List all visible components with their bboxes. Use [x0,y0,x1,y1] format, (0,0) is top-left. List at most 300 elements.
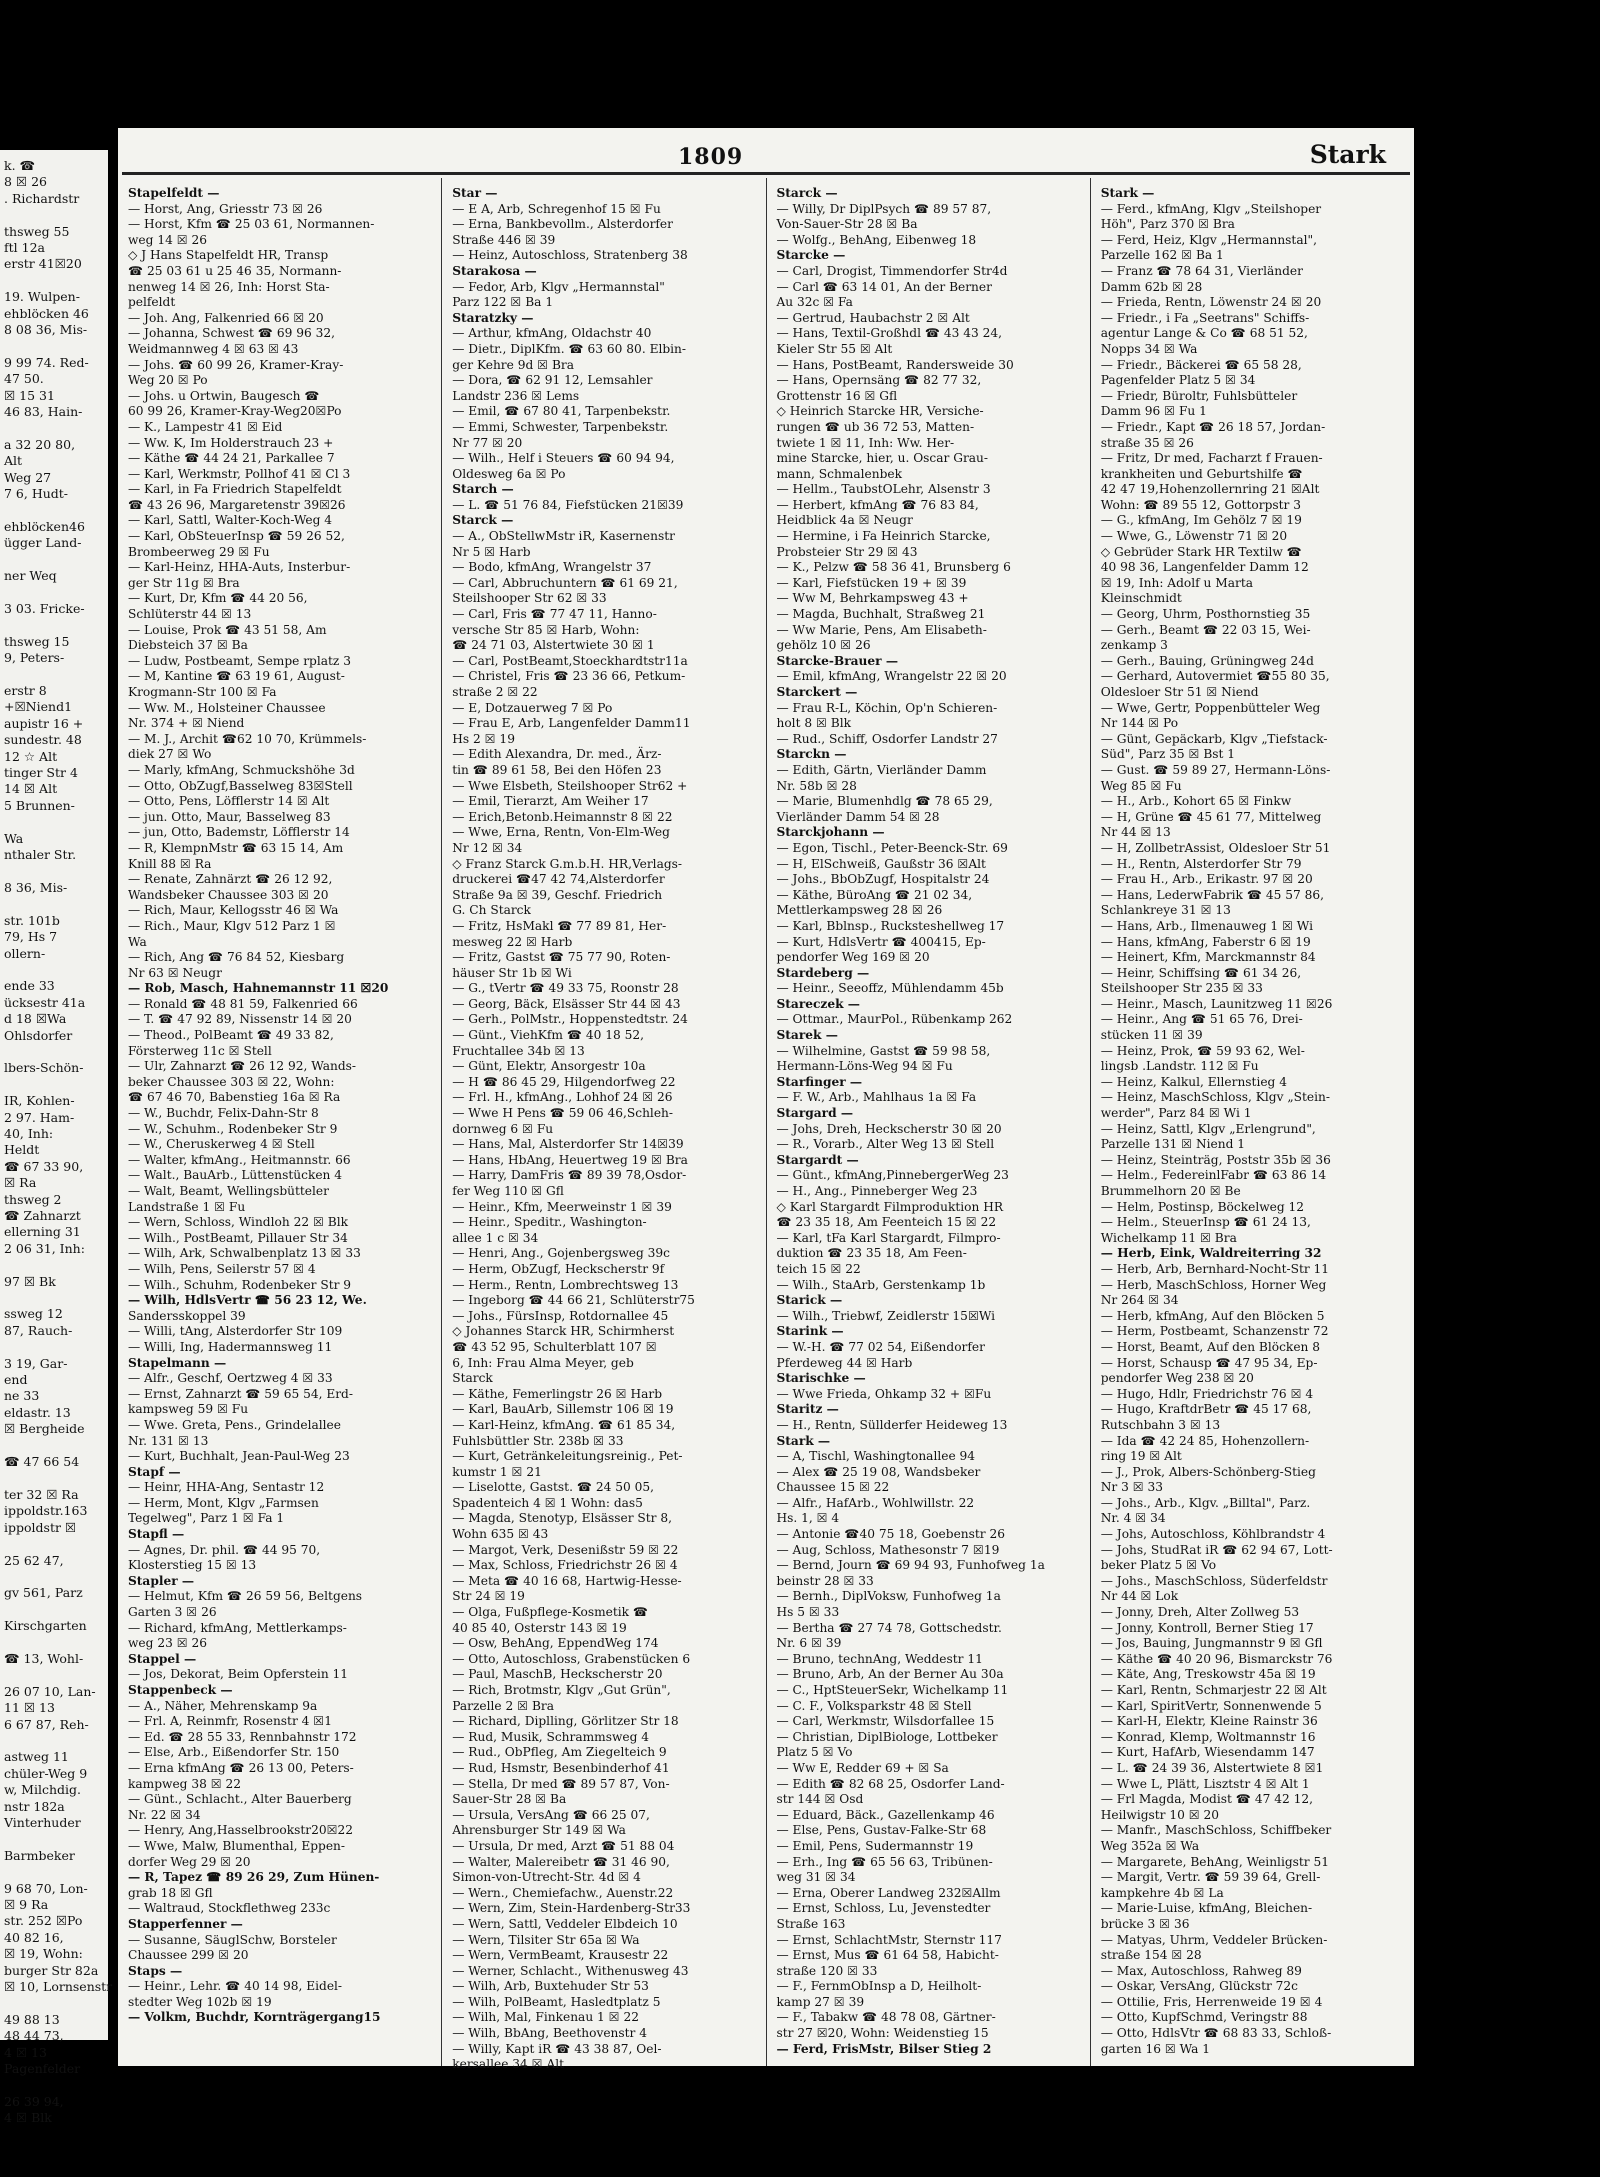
directory-entry: — W.-H. ☎ 77 02 54, Eißendorfer [776,1339,985,1354]
directory-entry: — Otto, ObZugf,Basselweg 83☒Stell [128,778,353,793]
directory-entry: — Karl, Fiefstücken 19 + ☒ 39 [776,575,967,590]
directory-entry: ☒ 19, Inh: Adolf u Marta [1100,575,1253,590]
strip-line: 49 88 13 [4,2011,60,2027]
directory-entry: — Wilh, Pens, Seilerstr 57 ☒ 4 [128,1261,316,1276]
strip-line: sundestr. 48 [4,732,82,748]
strip-line: ehblöcken46 [4,518,85,534]
directory-entry: — Frl Magda, Modist ☎ 47 42 12, [1100,1792,1313,1807]
surname-heading: Stargard — [776,1106,854,1121]
directory-entry: ring 19 ☒ Alt [1100,1449,1182,1464]
strip-line: ftl 12a [4,240,45,256]
directory-entry: — Wilh., Schuhm, Rodenbeker Str 9 [128,1277,352,1292]
directory-entry: — Paul, MaschB, Heckscherstr 20 [452,1667,663,1682]
directory-entry: allee 1 c ☒ 34 [452,1230,539,1245]
directory-entry: Steilshooper Str 235 ☒ 33 [1100,981,1263,996]
directory-entry: — Erh., Ing ☎ 65 56 63, Tribünen- [776,1854,993,1869]
directory-entry: — Manfr., MaschSchloss, Schiffbeker [1100,1823,1332,1838]
directory-entry: — Frl. A, Reinmfr, Rosenstr 4 ☒1 [128,1714,332,1729]
surname-heading: Stark — [1100,186,1155,200]
directory-entry: — Theod., PolBeamt ☎ 49 33 82, [128,1028,334,1043]
directory-entry: — Johs, StudRat iR ☎ 62 94 67, Lott- [1100,1542,1333,1557]
directory-entry: Straße 163 [776,1916,846,1931]
strip-line: nstr 182a [4,1798,65,1814]
directory-entry: — Ida ☎ 42 24 85, Hohenzollern- [1100,1433,1310,1448]
strip-line [4,1257,108,1273]
directory-entry: — H, ElSchweiß, Gaußstr 36 ☒Alt [776,856,986,871]
strip-line: 47 50. [4,371,44,387]
directory-entry: Ahrensburger Str 149 ☒ Wa [452,1823,626,1838]
strip-line: ☒ 15 31 [4,387,55,403]
directory-entry: — Herb, kfmAng, Auf den Blöcken 5 [1100,1308,1325,1323]
directory-entry: — Richard, Diplling, Görlitzer Str 18 [452,1714,679,1729]
strip-line: Vinterhuder [4,1815,81,1831]
directory-entry: — Hans, kfmAng, Faberstr 6 ☒ 19 [1100,934,1311,949]
directory-entry: Heilwigstr 10 ☒ 20 [1100,1807,1220,1822]
strip-line: thsweg 15 [4,633,70,649]
directory-entry: — Carl, Fris ☎ 77 47 11, Hanno- [452,607,657,622]
strip-line: ☎ Zahnarzt [4,1208,81,1223]
directory-entry: — J., Prok, Albers-Schönberg-Stieg [1100,1464,1316,1479]
directory-entry: — Wilh., StaArb, Gerstenkamp 1b [776,1277,986,1292]
directory-entry: — Wwe, Malw, Blumenthal, Eppen- [128,1838,346,1853]
directory-entry: — R, KlempnMstr ☎ 63 15 14, Am [128,840,344,855]
directory-entry: mesweg 22 ☒ Harb [452,934,573,949]
directory-entry: — H., Arb., Kohort 65 ☒ Finkw [1100,794,1292,809]
directory-entry: 42 47 19,Hohenzollernring 21 ☒Alt [1100,482,1320,497]
directory-entry: — Ursula, VersAng ☎ 66 25 07, [452,1807,650,1822]
directory-entry: Parz 122 ☒ Ba 1 [452,295,554,310]
page-header [118,128,1414,178]
directory-entry: weg 23 ☒ 26 [128,1636,208,1651]
directory-entry: dorfer Weg 29 ☒ 20 [128,1854,251,1869]
directory-entry: — L. ☎ 51 76 84, Fiefstücken 21☒39 [452,497,684,512]
directory-entry: — Magda, Buchhalt, Straßweg 21 [776,607,986,622]
directory-entry: — Ed. ☎ 28 55 33, Rennbahnstr 172 [128,1729,357,1744]
header-rule [122,172,1410,175]
directory-entry: — Henry, Ang,Hasselbrookstr20☒22 [128,1823,354,1838]
strip-line: Barmbeker [4,1847,75,1863]
scan-border [1414,0,1600,2177]
directory-entry: Weg 352a ☒ Wa [1100,1838,1200,1853]
strip-line [4,1733,108,1749]
strip-line: ippoldstr ☒ [4,1519,77,1535]
directory-entry: — Kurt, HdlsVertr ☎ 400415, Ep- [776,934,986,949]
strip-line: 8 08 36, Mis- [4,322,88,338]
directory-entry: — R, Tapez ☎ 89 26 29, Zum Hünen- [128,1870,380,1885]
directory-entry: Nr. 6 ☒ 39 [776,1636,842,1651]
directory-entry: Chaussee 299 ☒ 20 [128,1948,249,1963]
directory-entry: — Herm, Mont, Klgv „Farmsen [128,1495,319,1510]
strip-line: Wa [4,830,24,846]
directory-entry: — Gust. ☎ 59 89 27, Hermann-Löns- [1100,762,1331,777]
strip-line: eldastr. 13 [4,1404,71,1420]
directory-entry: — Rob, Masch, Hahnemannstr 11 ☒20 [128,981,389,996]
directory-entry: 6, Inh: Frau Alma Meyer, geb [452,1355,634,1370]
directory-entry: — W., Buchdr, Felix-Dahn-Str 8 [128,1106,319,1121]
directory-entry: Tegelweg", Parz 1 ☒ Fa 1 [128,1511,285,1526]
directory-entry: häuser Str 1b ☒ Wi [452,965,572,980]
surname-heading: Staps — [128,1963,183,1978]
directory-entry: — Wilh., Helf i Steuers ☎ 60 94 94, [452,451,675,466]
directory-entry: — Georg, Bäck, Elsässer Str 44 ☒ 43 [452,996,681,1011]
directory-entry: Garten 3 ☒ 26 [128,1605,217,1620]
directory-entry: — Susanne, SäuglSchw, Borsteler [128,1932,337,1947]
directory-entry: ◇ J Hans Stapelfeldt HR, Transp [128,248,329,263]
directory-entry: — Willi, tAng, Alsterdorfer Str 109 [128,1324,343,1339]
directory-entry: — Gerhard, Autovermiet ☎55 80 35, [1100,669,1330,684]
directory-entry: — Else, Pens, Gustav-Falke-Str 68 [776,1823,987,1838]
strip-line [4,1635,108,1651]
directory-entry: — Wilh, PolBeamt, Hasledtplatz 5 [452,1994,661,2009]
directory-entry: — Willi, Ing, Hadermannsweg 11 [128,1339,333,1354]
directory-entry: straße 120 ☒ 33 [776,1963,878,1978]
directory-entry: Wa [128,934,147,949]
directory-entry: zenkamp 3 [1100,638,1168,653]
directory-entry: — Carl, Abbruchuntern ☎ 61 69 21, [452,575,678,590]
directory-entry: — Edith, Gärtn, Vierländer Damm [776,762,987,777]
strip-line: ssweg 12 [4,1306,63,1322]
directory-entry: Parzelle 162 ☒ Ba 1 [1100,248,1224,263]
strip-line: str. 252 ☒Po [4,1913,83,1929]
directory-entry: — Käthe, Femerlingstr 26 ☒ Harb [452,1386,662,1401]
directory-entry: — Heinz, MaschSchloss, Klgv „Stein- [1100,1090,1330,1105]
directory-entry: — Christel, Fris ☎ 23 36 66, Petkum- [452,669,686,684]
directory-entry: versche Str 85 ☒ Harb, Wohn: [452,622,640,637]
directory-entry: — H, ZollbetrAssist, Oldesloer Str 51 [1100,840,1331,855]
directory-entry: — M, Kantine ☎ 63 19 61, August- [128,669,345,684]
directory-entry: — Aug, Schloss, Mathesonstr 7 ☒19 [776,1542,1000,1557]
surname-heading: Starckert — [776,685,858,699]
directory-entry: — Franz ☎ 78 64 31, Vierländer [1100,263,1303,278]
directory-entry: Nr 77 ☒ 20 [452,435,523,450]
surname-heading: Star — [452,186,498,200]
strip-line: ☎ 47 66 54 [4,1454,80,1470]
strip-line: 26 39 94, [4,2093,64,2109]
directory-entry: — Ferd, Heiz, Klgv „Hermannstal", [1100,232,1317,247]
directory-entry: 60 99 26, Kramer-Kray-Weg20☒Po [128,404,342,419]
directory-entry: — Helm., FedereinlFabr ☎ 63 86 14 [1100,1168,1327,1183]
surname-heading: Stapfl — [128,1527,185,1542]
directory-entry: Landstr 236 ☒ Lems [452,388,580,403]
directory-entry: — Bernd, Journ ☎ 69 94 93, Funhofweg 1a [776,1558,1045,1573]
directory-entry: — Bernh., DiplVoksw, Funhofweg 1a [776,1589,1001,1604]
directory-entry: — K., Pelzw ☎ 58 36 41, Brunsberg 6 [776,560,1011,575]
strip-line: tinger Str 4 [4,765,78,781]
directory-entry: Nr 264 ☒ 34 [1100,1293,1179,1308]
directory-entry: — Willy, Kapt iR ☎ 43 38 87, Oel- [452,2041,662,2056]
directory-entry: — Heinert, Kfm, Marckmannstr 84 [1100,950,1316,965]
directory-entry: Str 24 ☒ 19 [452,1589,525,1604]
directory-entry: ☎ 43 26 96, Margaretenstr 39☒26 [128,497,346,512]
directory-entry: — Hugo, KraftdrBetr ☎ 45 17 68, [1100,1402,1312,1417]
directory-entry: Weg 85 ☒ Fu [1100,778,1182,793]
directory-entry: — Ferd, FrisMstr, Bilser Stieg 2 [776,2041,992,2056]
directory-entry: Hermann-Löns-Weg 94 ☒ Fu [776,1059,953,1074]
directory-entry: Sauer-Str 28 ☒ Ba [452,1792,567,1807]
strip-line: ollern- [4,945,46,961]
directory-entry: — Osw, BehAng, EppendWeg 174 [452,1636,659,1651]
directory-entry: ger Str 11g ☒ Bra [128,575,240,590]
directory-entry: — Frau R-L, Köchin, Op'n Schieren- [776,700,998,715]
directory-entry: — Karl, Rentn, Schmarjestr 22 ☒ Alt [1100,1683,1327,1697]
directory-entry: — Friedr, Büroltr, Fuhlsbütteler [1100,388,1298,403]
directory-entry: ☎ 43 52 95, Schulterblatt 107 ☒ [452,1339,657,1354]
directory-entry: — Herb, MaschSchloss, Horner Weg [1100,1277,1327,1292]
directory-entry: — Bertha ☎ 27 74 78, Gottschedstr. [776,1620,1002,1635]
directory-entry: — W., Schuhm., Rodenbeker Str 9 [128,1121,338,1136]
directory-entry: — Rud, Hsmstr, Besenbinderhof 41 [452,1760,670,1775]
directory-entry: — Käthe ☎ 40 20 96, Bismarckstr 76 [1100,1651,1333,1666]
surname-heading: Staritz — [776,1402,839,1417]
directory-entry: — Marly, kfmAng, Schmuckshöhe 3d [128,762,355,777]
directory-entry: — Marie-Luise, kfmAng, Bleichen- [1100,1901,1313,1916]
directory-entry: weg 31 ☒ 34 [776,1870,856,1885]
directory-entry: ger Kehre 9d ☒ Bra [452,357,574,372]
surname-heading: Starfinger — [776,1074,863,1089]
directory-entry: kampweg 38 ☒ 22 [128,1776,242,1791]
strip-line [4,863,108,879]
directory-entry: Kieler Str 55 ☒ Alt [776,341,893,356]
directory-entry: — Konrad, Klemp, Woltmannstr 16 [1100,1729,1316,1744]
directory-entry: — Karl, ObSteuerInsp ☎ 59 26 52, [128,529,345,544]
columns [118,178,1414,2072]
strip-line: str. 101b [4,912,60,928]
directory-entry: str 144 ☒ Osd [776,1792,864,1807]
directory-entry: weg 14 ☒ 26 [128,232,208,247]
directory-entry: Wandsbeker Chaussee 303 ☒ 20 [128,887,329,902]
strip-line: k. ☎ [4,158,36,173]
strip-line [4,962,108,978]
strip-line [4,1569,108,1585]
directory-entry: — Jos, Bauing, Jungmannstr 9 ☒ Gfl [1100,1636,1323,1651]
directory-entry: — Karl, Sattl, Walter-Koch-Weg 4 [128,513,333,528]
directory-entry: — Heinz, Steinträg, Poststr 35b ☒ 36 [1100,1152,1331,1167]
directory-entry: beker Chaussee 303 ☒ 22, Wohn: [128,1074,335,1089]
directory-entry: — R., Vorarb., Alter Weg 13 ☒ Stell [776,1137,995,1152]
directory-entry: ◇ Johannes Starck HR, Schirmherst [452,1324,675,1339]
directory-entry: — Hermine, i Fa Heinrich Starcke, [776,529,991,544]
strip-line [4,1667,108,1683]
directory-entry: ☎ 25 03 61 u 25 46 35, Normann- [128,263,342,278]
running-head: Stark [1309,140,1386,169]
directory-entry: — Bodo, kfmAng, Wrangelstr 37 [452,560,652,575]
strip-line: 8 ☒ 26 [4,174,48,190]
strip-line: 4 ☒ Blk [4,2110,52,2126]
directory-entry: Höh", Parz 370 ☒ Bra [1100,217,1235,232]
directory-entry: — Hans, HbAng, Heuertweg 19 ☒ Bra [452,1152,688,1167]
directory-entry: — Walter, Malereibetr ☎ 31 46 90, [452,1854,670,1869]
strip-line: gv 561, Parz [4,1585,83,1601]
directory-entry: Weidmannweg 4 ☒ 63 ☒ 43 [128,341,299,356]
directory-entry: — Wolfg., BehAng, Eibenweg 18 [776,232,977,247]
directory-entry: — Ww Marie, Pens, Am Elisabeth- [776,622,987,637]
directory-entry: kamp 27 ☒ 39 [776,1994,865,2009]
directory-entry: — Ww. K, Im Holderstrauch 23 + [128,435,334,450]
directory-entry: kersallee 34 ☒ Alt [452,2057,565,2072]
page-number: 1809 [678,144,744,170]
surname-heading: Stark — [776,1433,831,1448]
directory-entry: — Hans, Arb., Ilmenauweg 1 ☒ Wi [1100,918,1314,933]
directory-entry: — F. W., Arb., Mahlhaus 1a ☒ Fa [776,1090,977,1105]
strip-line [4,1831,108,1847]
directory-entry: Damm 62b ☒ 28 [1100,279,1203,294]
directory-entry: — Christian, DiplBiologe, Lottbeker [776,1729,998,1744]
directory-entry: — Wilh, HdlsVertr ☎ 56 23 12, We. [128,1293,367,1308]
directory-entry: Heidblick 4a ☒ Neugr [776,513,913,528]
directory-entry: — Helmut, Kfm ☎ 26 59 56, Beltgens [128,1589,363,1604]
strip-line: 40, Inh: [4,1125,54,1141]
directory-entry: — Horst, Ang, Griesstr 73 ☒ 26 [128,201,323,216]
directory-entry: str 27 ☒20, Wohn: Weidenstieg 15 [776,2026,989,2041]
directory-entry: — Wilhelmine, Gastst ☎ 59 98 58, [776,1043,991,1058]
directory-entry: stedter Weg 102b ☒ 19 [128,1994,272,2009]
directory-entry: — E, Dotzauerweg 7 ☒ Po [452,700,613,715]
strip-line: ügger Land- [4,535,82,551]
directory-entry: — Frl. H., kfmAng., Lohhof 24 ☒ 26 [452,1090,673,1105]
directory-entry: Nr. 374 + ☒ Niend [128,716,245,731]
directory-entry: Wohn: ☎ 89 55 12, Gottorpstr 3 [1100,497,1301,512]
directory-entry: — jun. Otto, Maur, Basselweg 83 [128,809,331,824]
strip-line: ne 33 [4,1388,40,1404]
directory-entry: Rutschbahn 3 ☒ 13 [1100,1417,1221,1432]
strip-line [4,1471,108,1487]
directory-entry: — Walt., BauArb., Lüttenstücken 4 [128,1168,343,1183]
directory-entry: — Ernst, Mus ☎ 61 64 58, Habicht- [776,1948,999,1963]
directory-entry: — Erna, Bankbevollm., Alsterdorfer [452,217,673,232]
strip-line [4,1044,108,1060]
directory-entry: — G., kfmAng, Im Gehölz 7 ☒ 19 [1100,513,1302,528]
strip-line: 48 44 73, [4,2028,64,2044]
directory-entry: — Frieda, Rentn, Löwenstr 24 ☒ 20 [1100,295,1322,310]
directory-entry: — Heinr., Lehr. ☎ 40 14 98, Eidel- [128,1979,343,1994]
directory-entry: — K., Lampestr 41 ☒ Eid [128,419,283,434]
strip-line: astweg 11 [4,1749,69,1765]
directory-entry: straße 154 ☒ 28 [1100,1948,1202,1963]
strip-line [4,552,108,568]
directory-entry: ☎ 24 71 03, Alstertwiete 30 ☒ 1 [452,638,655,653]
directory-entry: — Gertrud, Haubachstr 2 ☒ Alt [776,310,970,325]
directory-entry: — Hans, Textil-Großhdl ☎ 43 43 24, [776,326,1003,341]
directory-entry: — Margot, Verk, Desenißstr 59 ☒ 22 [452,1542,679,1557]
directory-entry: — Wwe Elsbeth, Steilshooper Str62 + [452,778,688,793]
strip-line [4,585,108,601]
directory-entry: Mettlerkampsweg 28 ☒ 26 [776,903,943,918]
directory-entry: — Wern, Tilsiter Str 65a ☒ Wa [452,1932,640,1947]
directory-entry: Vierländer Damm 54 ☒ 28 [776,809,940,824]
directory-entry: — Hans, LederwFabrik ☎ 45 57 86, [1100,887,1325,902]
directory-entry: — Ernst, Schloss, Lu, Jevenstedter [776,1901,991,1916]
directory-entry: — Wwe H Pens ☎ 59 06 46,Schleh- [452,1106,674,1121]
directory-entry: Parzelle 2 ☒ Bra [452,1698,554,1713]
directory-entry: — Hans, Mal, Alsterdorfer Str 14☒39 [452,1137,684,1152]
directory-entry: G. Ch Starck [452,903,531,918]
column-3 [766,178,1090,2066]
directory-entry: druckerei ☎47 42 74,Alsterdorfer [452,872,665,887]
strip-line: nthaler Str. [4,847,77,863]
directory-entry: kampsweg 59 ☒ Fu [128,1402,249,1417]
directory-entry: — Johs, Dreh, Heckscherstr 30 ☒ 20 [776,1121,1002,1136]
directory-entry: Kleinschmidt [1100,591,1182,606]
directory-entry: — C. F., Volksparkstr 48 ☒ Stell [776,1698,972,1713]
directory-entry: — Helm., SteuerInsp ☎ 61 24 13, [1100,1215,1311,1230]
directory-entry: — Wilh, Mal, Finkenau 1 ☒ 22 [452,2010,639,2025]
directory-entry: ☎ 67 46 70, Babenstieg 16a ☒ Ra [128,1090,341,1105]
directory-entry: kampkehre 4b ☒ La [1100,1885,1224,1900]
directory-entry: — Wwe. Greta, Pens., Grindelallee [128,1417,341,1432]
strip-line: 3 19, Gar- [4,1355,68,1371]
strip-line [4,814,108,830]
directory-entry: — Kurt, Getränkeleitungsreinig., Pet- [452,1449,683,1464]
directory-entry: — Helm, Postinsp, Böckelweg 12 [1100,1199,1305,1214]
strip-line: 2 06 31, Inh: [4,1240,85,1256]
surname-heading: Stapelfeldt — [128,186,220,200]
directory-entry: — Karl, SpiritVertr, Sonnenwende 5 [1100,1698,1322,1713]
directory-entry: — Rich, Ang ☎ 76 84 52, Kiesbarg [128,950,345,965]
strip-line: lbers-Schön- [4,1060,84,1076]
strip-line [4,1438,108,1454]
directory-entry: — Johs., BbObZugf, Hospitalstr 24 [776,872,990,887]
strip-line [4,1339,108,1355]
directory-entry: Von-Sauer-Str 28 ☒ Ba [776,217,918,232]
directory-entry: ◇ Karl Stargardt Filmproduktion HR [776,1199,1003,1214]
strip-line: 6 67 87, Reh- [4,1716,89,1732]
directory-entry: — Jonny, Kontroll, Berner Stieg 17 [1100,1620,1314,1635]
directory-entry: — Alfr., HafArb., Wohlwillstr. 22 [776,1495,975,1510]
directory-entry: — Johs. ☎ 60 99 26, Kramer-Kray- [128,357,344,372]
directory-entry: — Bruno, technAng, Weddestr 11 [776,1651,983,1666]
directory-entry: mine Starcke, hier, u. Oscar Grau- [776,451,989,466]
directory-entry: — Walt, Beamt, Wellingsbütteler [128,1184,329,1198]
directory-entry: — Max, Schloss, Friedrichstr 26 ☒ 4 [452,1558,678,1573]
surname-heading: Stapler — [128,1573,195,1588]
strip-line: 4 ☒ 13 [4,2044,48,2060]
directory-entry: — Heinr., Seeoffz, Mühlendamm 45b [776,981,1004,996]
directory-entry: Simon-von-Utrecht-Str. 4d ☒ 4 [452,1870,641,1885]
directory-entry: — Matyas, Uhrm, Veddeler Brücken- [1100,1932,1328,1947]
directory-entry: Nr 63 ☒ Neugr [128,965,222,980]
strip-line: ☒ Bergheide [4,1421,85,1437]
directory-entry: — Edith ☎ 82 68 25, Osdorfer Land- [776,1776,1005,1791]
directory-entry: duktion ☎ 23 35 18, Am Feen- [776,1246,967,1261]
directory-entry: Spadenteich 4 ☒ 1 Wohn: das5 [452,1495,643,1510]
directory-entry: — Erich,Betonb.Heimannstr 8 ☒ 22 [452,809,673,824]
directory-entry: — Emil, ☎ 67 80 41, Tarpenbekstr. [452,404,671,419]
directory-entry: — F., FernmObInsp a D, Heilholt- [776,1979,982,1994]
directory-entry: — A., ObStellwMstr iR, Kasernenstr [452,529,675,544]
directory-entry: Brombeerweg 29 ☒ Fu [128,544,270,559]
directory-entry: beinstr 28 ☒ 33 [776,1573,874,1588]
directory-entry: — Georg, Uhrm, Posthornstieg 35 [1100,607,1311,622]
directory-entry: — Heinr., Ang ☎ 51 65 76, Drei- [1100,1012,1303,1027]
surname-heading: Starckjohann — [776,825,885,840]
directory-entry: ◇ Franz Starck G.m.b.H. HR,Verlags- [452,856,683,871]
directory-entry: nenweg 14 ☒ 26, Inh: Horst Sta- [128,279,330,294]
strip-line [4,1602,108,1618]
directory-entry: — Rich, Brotmstr, Klgv „Gut Grün", [452,1683,671,1697]
strip-line: aupistr 16 + [4,715,84,731]
directory-entry: Nr 5 ☒ Harb [452,544,531,559]
strip-line: burger Str 82a [4,1962,99,1978]
directory-entry: — Horst, Schausp ☎ 47 95 34, Ep- [1100,1355,1318,1370]
surname-heading: Staratzky — [452,310,534,325]
directory-entry: — F., Tabakw ☎ 48 78 08, Gärtner- [776,2010,996,2025]
directory-entry: — Otto, Pens, Löfflerstr 14 ☒ Alt [128,794,330,809]
directory-entry: — H., Rentn, Alsterdorfer Str 79 [1100,856,1302,871]
directory-entry: 40 98 36, Langenfelder Damm 12 [1100,560,1309,575]
strip-line: ☒ 10, Lornsenstr [4,1979,113,1995]
directory-entry: Weg 20 ☒ Po [128,373,208,388]
directory-entry: — Hellm., TaubstOLehr, Alsenstr 3 [776,482,991,497]
